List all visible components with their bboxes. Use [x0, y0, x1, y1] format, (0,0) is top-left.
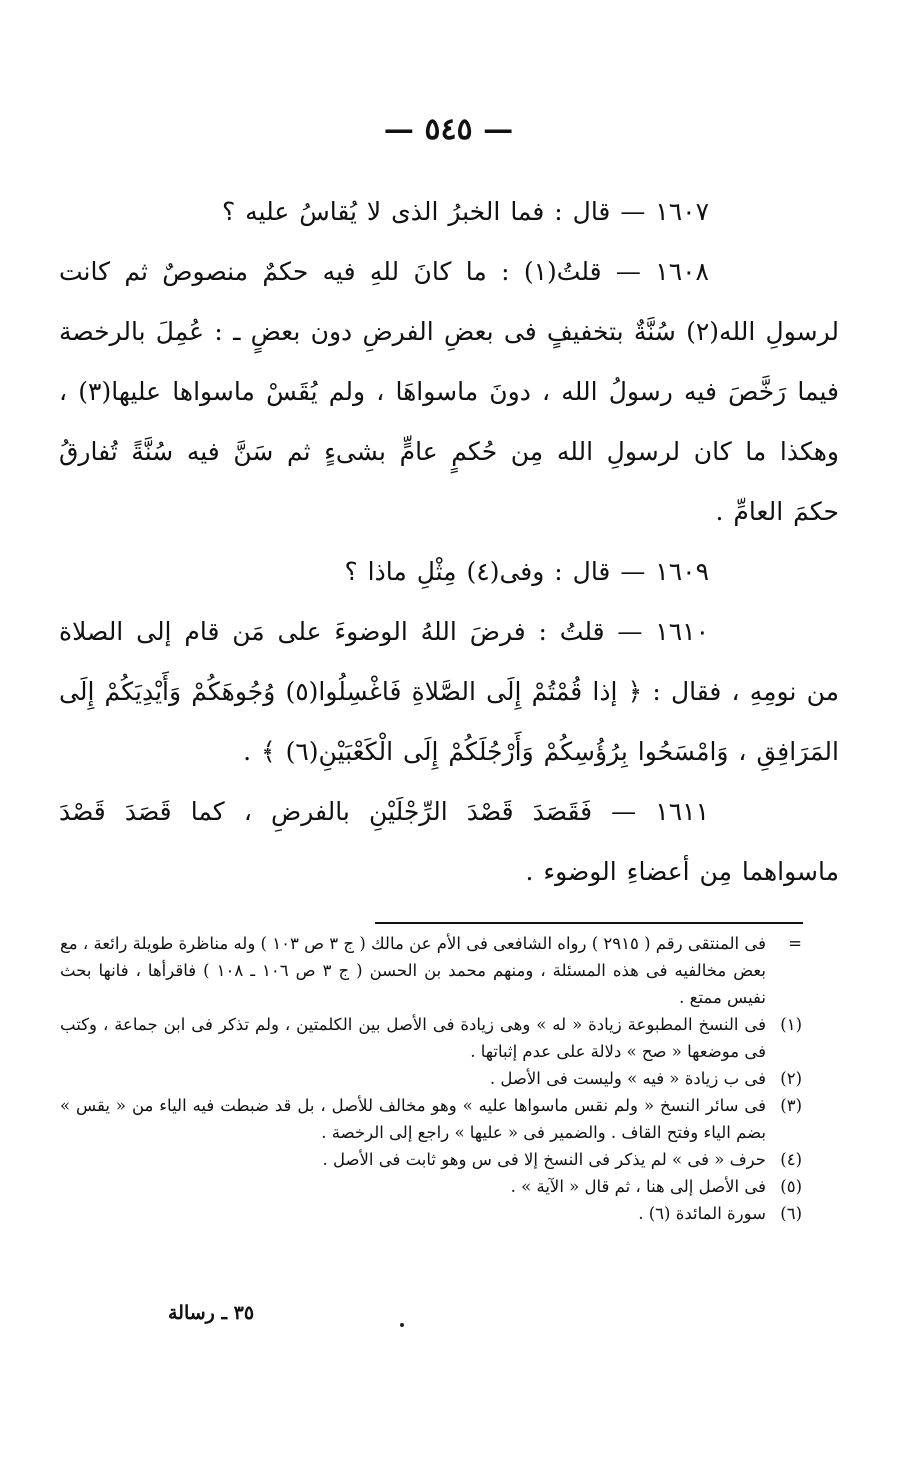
- footnote-divider: [375, 922, 803, 924]
- footnote-marker: (١): [780, 1015, 802, 1034]
- footnote-text: فى سائر النسخ « ولم نقس ماسواها عليه » وهو مخالف للأصل ، بل قد ضبطت فيه الياء من « يقس » بضم الياء وفتح القاف . والضمير فى « عليها » راجع إلى الرخصة .: [60, 1096, 766, 1142]
- footnote-5: [60, 1173, 802, 1200]
- footnote-6: [60, 1200, 802, 1227]
- signature-mark: ٣٥ ـ رسالة: [168, 1302, 255, 1324]
- footnote-2: [60, 1065, 802, 1092]
- paragraph-1610: ١٦١٠ — قلتُ : فرضَ اللهُ الوضوءَ على مَن قام إلى الصلاة من نومِهِ ، فقال : ﴿ إذا قُمْتُمْ إِلَى الصَّلاةِ فَاغْسِلُوا(٥) وُجُوهَكُمْ وَأَيْدِيَكُمْ إِلَى المَرَافِقِ ، وَامْسَحُوا بِرُؤُسِكُمْ وَأَرْجُلَكُمْ إِلَى الْكَعْبَيْنِ(٦) ﴾ .: [59, 617, 839, 766]
- paragraph-1611: ١٦١١ — فَقَصَدَ قَصْدَ الرِّجْلَيْنِ بالفرضِ ، كما قَصَدَ قَصْدَ ماسواهما مِن أعضاءِ الوضوء .: [59, 797, 839, 886]
- paragraph-1609: ١٦٠٩ — قال : وفى(٤) مِثْلِ ماذا ؟: [344, 557, 709, 586]
- main-text: [59, 182, 839, 902]
- footnote-3: [60, 1092, 802, 1146]
- footnote-1: [60, 1011, 802, 1065]
- footnote-text: فى ب زيادة « فيه » وليست فى الأصل .: [489, 1069, 766, 1088]
- paragraph-1607: ١٦٠٧ — قال : فما الخبرُ الذى لا يُقاسُ عليه ؟: [221, 197, 709, 226]
- footnote-text: فى النسخ المطبوعة زيادة « له » وهى زيادة فى الأصل بين الكلمتين ، ولم تذكر فى ابن جماعة ، وكتب فى موضعها « صح » دلالة على عدم إثباتها .: [60, 1015, 766, 1061]
- footnote-4: [60, 1146, 802, 1173]
- paragraph-1608: ١٦٠٨ — قلتُ(١) : ما كانَ للهِ فيه حكمٌ منصوصٌ ثم كانت لرسولِ الله(٢) سُنَّةٌ بتخفيفٍ فى بعضِ الفرضِ دون بعضٍ ـ : عُمِلَ بالرخصة فيما رَخَّصَ فيه رسولُ الله ، دونَ ماسواهَا ، ولم يُقَسْ ماسواها عليها(٣) ، وهكذا ما كان لرسولِ الله مِن حُكمٍ عامٍّ بشىءٍ ثم سَنَّ فيه سُنَّةً تُفارقُ حكمَ العامِّ .: [59, 257, 840, 526]
- footnote-text: حرف « فى » لم يذكر فى النسخ إلا فى س وهو ثابت فى الأصل .: [322, 1150, 766, 1169]
- footnote-marker: (٤): [780, 1150, 802, 1169]
- footnote-text: فى المنتقى رقم ( ٢٩١٥ ) رواه الشافعى فى الأم عن مالك ( ج ٣ ص ١٠٣ ) وله مناظرة طويلة رائعة ، مع بعض مخالفيه فى هذه المسئلة ، ومنهم محمد بن الحسن ( ج ٣ ص ١٠٦ ـ ١٠٨ ) فاقرأها ، فانها بحث نفيس ممتع .: [60, 934, 766, 1007]
- footnote-text: سورة المائدة (٦) .: [638, 1204, 766, 1223]
- footnote-continuation: [60, 930, 802, 1011]
- footnotes: [60, 930, 802, 1227]
- footnote-marker: =: [788, 934, 802, 953]
- footnote-text: فى الأصل إلى هنا ، ثم قال « الآية » .: [510, 1177, 766, 1196]
- footnote-marker: (٦): [780, 1204, 802, 1223]
- ink-dot: [400, 1323, 404, 1327]
- footnote-marker: (٥): [780, 1177, 802, 1196]
- footnote-marker: (٣): [780, 1096, 802, 1115]
- page-number: — ٥٤٥ —: [383, 112, 514, 147]
- footnote-marker: (٢): [780, 1069, 802, 1088]
